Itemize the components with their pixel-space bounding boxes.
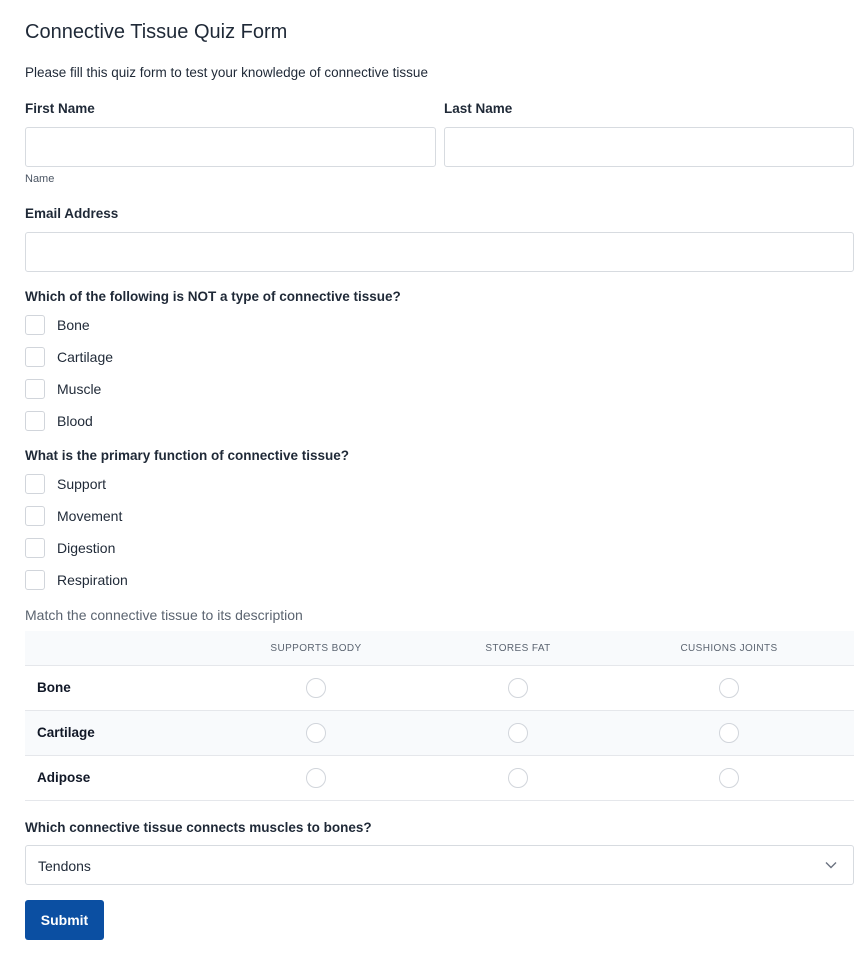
option-label: Respiration — [57, 572, 128, 588]
q4-label: Which connective tissue connects muscles to bones? — [25, 820, 372, 835]
matrix-col-stores-fat: STORES FAT — [485, 643, 551, 654]
checkbox[interactable] — [25, 315, 45, 335]
form-title: Connective Tissue Quiz Form — [25, 21, 288, 43]
q1-option-muscle[interactable] — [25, 379, 113, 399]
q1-options — [25, 315, 113, 431]
matrix-header — [25, 631, 854, 666]
email-label: Email Address — [25, 206, 119, 221]
matrix-row-cartilage — [25, 711, 854, 756]
matrix-table — [25, 631, 854, 801]
option-label: Blood — [57, 413, 93, 429]
radio-adipose-supports-body[interactable] — [306, 768, 326, 788]
q1-option-cartilage[interactable] — [25, 347, 113, 367]
checkbox[interactable] — [25, 506, 45, 526]
radio-adipose-stores-fat[interactable] — [508, 768, 528, 788]
option-label: Cartilage — [57, 349, 114, 365]
matrix-row-adipose — [25, 756, 854, 801]
last-name-input[interactable] — [444, 127, 854, 167]
q2-options — [25, 474, 128, 590]
radio-cartilage-supports-body[interactable] — [306, 723, 326, 743]
submit-button[interactable]: Submit — [25, 900, 104, 940]
radio-cartilage-cushions-joints[interactable] — [719, 723, 739, 743]
form-description: Please fill this quiz form to test your knowledge of connective tissue — [25, 65, 428, 80]
first-name-input[interactable] — [25, 127, 436, 167]
checkbox[interactable] — [25, 347, 45, 367]
q2-label: What is the primary function of connective tissue? — [25, 448, 350, 463]
option-label: Bone — [57, 317, 90, 333]
q2-option-digestion[interactable] — [25, 538, 128, 558]
chevron-down-icon — [825, 859, 837, 871]
last-name-label: Last Name — [444, 101, 513, 116]
option-label: Support — [57, 476, 107, 492]
checkbox[interactable] — [25, 538, 45, 558]
tissue-select[interactable] — [25, 845, 854, 885]
matrix-row-label: Cartilage — [37, 725, 95, 740]
option-label: Digestion — [57, 540, 116, 556]
matrix-row-label: Bone — [37, 680, 71, 695]
matrix-col-cushions-joints: CUSHIONS JOINTS — [680, 643, 778, 654]
q1-option-blood[interactable] — [25, 411, 113, 431]
radio-cartilage-stores-fat[interactable] — [508, 723, 528, 743]
matrix-col-supports-body: SUPPORTS BODY — [270, 643, 362, 654]
checkbox[interactable] — [25, 570, 45, 590]
email-input[interactable] — [25, 232, 854, 272]
matrix-row-label: Adipose — [37, 770, 91, 785]
option-label: Movement — [57, 508, 123, 524]
name-sublabel: Name — [25, 173, 55, 185]
matrix-row-bone — [25, 666, 854, 711]
radio-bone-supports-body[interactable] — [306, 678, 326, 698]
option-label: Muscle — [57, 381, 102, 397]
first-name-label: First Name — [25, 101, 95, 116]
matrix-title: Match the connective tissue to its description — [25, 607, 303, 623]
q1-label: Which of the following is NOT a type of connective tissue? — [25, 289, 401, 304]
select-value: Tendons — [38, 858, 91, 874]
q2-option-respiration[interactable] — [25, 570, 128, 590]
q2-option-movement[interactable] — [25, 506, 128, 526]
radio-adipose-cushions-joints[interactable] — [719, 768, 739, 788]
radio-bone-cushions-joints[interactable] — [719, 678, 739, 698]
q1-option-bone[interactable] — [25, 315, 113, 335]
q2-option-support[interactable] — [25, 474, 128, 494]
checkbox[interactable] — [25, 379, 45, 399]
checkbox[interactable] — [25, 411, 45, 431]
radio-bone-stores-fat[interactable] — [508, 678, 528, 698]
checkbox[interactable] — [25, 474, 45, 494]
